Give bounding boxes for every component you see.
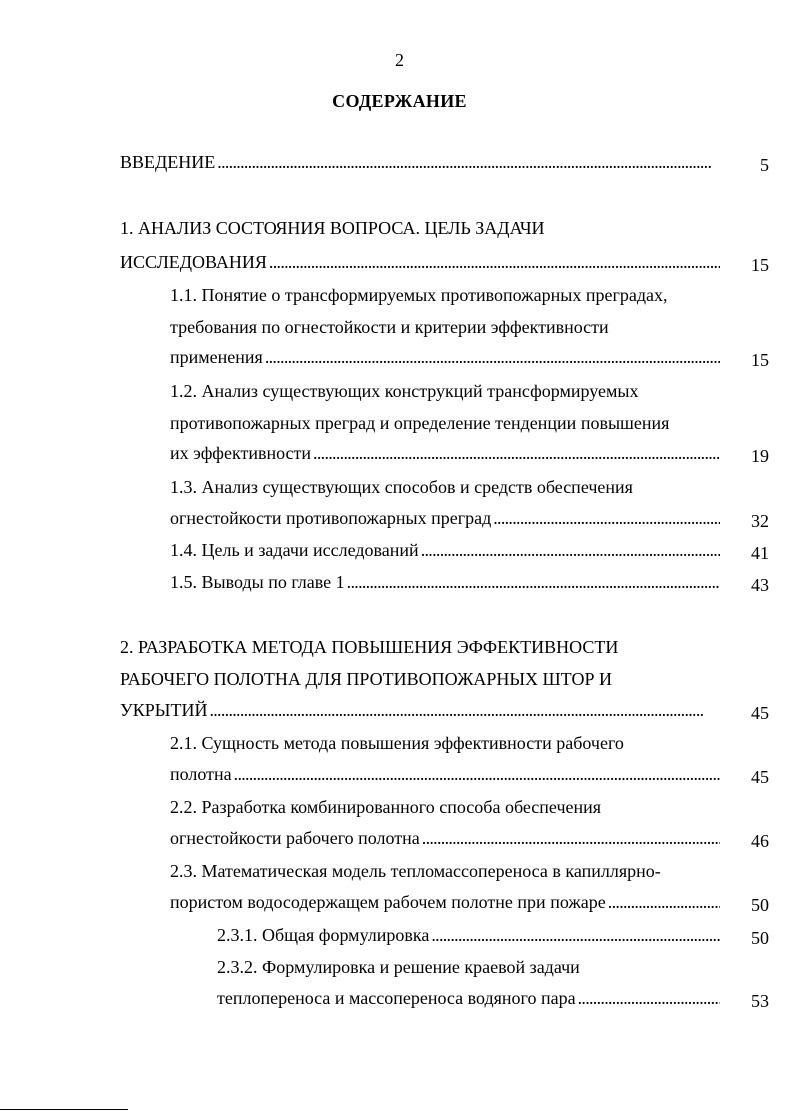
toc-page-1-2: 19: [751, 446, 769, 466]
toc-title: СОДЕРЖАНИЕ: [332, 91, 467, 111]
section-1-1-line2: требования по огнестойкости и критерии эффективности: [170, 317, 609, 337]
toc-entry-label: их эффективности: [170, 443, 312, 463]
toc-page-2-1: 45: [751, 767, 769, 787]
dot-leader: [265, 347, 720, 368]
toc-entry-2-3[interactable]: [170, 892, 720, 918]
dot-leader: [347, 572, 720, 593]
toc-entry-2-2[interactable]: [170, 828, 720, 854]
section-2-3-2-line1: 2.3.2. Формулировка и решение краевой задачи: [217, 957, 580, 977]
dot-leader: [493, 508, 720, 529]
dot-leader: [209, 700, 720, 721]
toc-entry-label: УКРЫТИЙ: [120, 700, 208, 720]
toc-page-1-4: 41: [751, 543, 769, 563]
toc-entry-chapter-1[interactable]: [120, 252, 720, 278]
page-number: 2: [395, 50, 404, 70]
toc-entry-1-4[interactable]: [170, 540, 720, 566]
dot-leader: [234, 764, 720, 785]
toc-page-2-3: 50: [751, 895, 769, 915]
dot-leader: [421, 540, 720, 561]
toc-entry-2-3-1[interactable]: [217, 925, 720, 951]
toc-entry-1-2[interactable]: [170, 443, 720, 469]
section-1-2-line2: противопожарных преград и определение тенденции повышения: [170, 413, 670, 433]
toc-page-1-3: 32: [751, 511, 769, 531]
dot-leader: [217, 152, 720, 173]
toc-entry-1-5[interactable]: [170, 572, 720, 598]
dot-leader: [313, 443, 720, 464]
dot-leader: [431, 925, 720, 946]
toc-page-2-2: 46: [751, 831, 769, 851]
chapter-1-title-line1: 1. АНАЛИЗ СОСТОЯНИЯ ВОПРОСА. ЦЕЛЬ ЗАДАЧИ: [120, 218, 545, 238]
toc-entry-1-1[interactable]: [170, 347, 720, 373]
toc-entry-2-1[interactable]: [170, 764, 720, 790]
toc-entry-label: огнестойкости рабочего полотна: [170, 828, 420, 848]
dot-leader: [422, 828, 720, 849]
chapter-2-title-line1: 2. РАЗРАБОТКА МЕТОДА ПОВЫШЕНИЯ ЭФФЕКТИВНОСТИ: [120, 637, 619, 657]
footnote-rule: [0, 1109, 128, 1110]
toc-entry-label: огнестойкости противопожарных преград: [170, 508, 492, 528]
toc-entry-label: 1.5. Выводы по главе 1: [170, 572, 345, 592]
dot-leader: [269, 252, 720, 273]
dot-leader: [578, 988, 720, 1009]
toc-page-chapter-1: 15: [751, 255, 769, 275]
toc-entry-label: полотна: [170, 764, 232, 784]
chapter-2-title-line2: РАБОЧЕГО ПОЛОТНА ДЛЯ ПРОТИВОПОЖАРНЫХ ШТОР И: [120, 669, 612, 689]
toc-entry-label: 2.3.1. Общая формулировка: [217, 925, 430, 945]
section-1-1-line1: 1.1. Понятие о трансформируемых противопожарных преградах,: [170, 285, 668, 305]
toc-entry-chapter-2[interactable]: [120, 700, 720, 726]
toc-entry-intro[interactable]: [120, 152, 720, 178]
section-2-2-line1: 2.2. Разработка комбинированного способа обеспечения: [170, 797, 602, 817]
toc-entry-label: 1.4. Цель и задачи исследований: [170, 540, 419, 560]
toc-entry-label: пористом водосодержащем рабочем полотне при пожаре: [170, 892, 606, 912]
toc-page-2-3-1: 50: [751, 928, 769, 948]
dot-leader: [608, 892, 720, 913]
section-2-1-line1: 2.1. Сущность метода повышения эффективности рабочего: [170, 733, 624, 753]
toc-page-2-3-2: 53: [751, 991, 769, 1011]
toc-entry-label: ИССЛЕДОВАНИЯ: [120, 252, 267, 272]
toc-entry-label: теплопереноса и массопереноса водяного пара: [217, 988, 576, 1008]
toc-entry-2-3-2[interactable]: [217, 988, 720, 1014]
toc-page-1-5: 43: [751, 575, 769, 595]
toc-entry-label: применения: [170, 347, 263, 367]
toc-page-chapter-2: 45: [751, 703, 769, 723]
section-1-2-line1: 1.2. Анализ существующих конструкций трансформируемых: [170, 381, 639, 401]
toc-page-intro: 5: [760, 155, 769, 175]
toc-entry-label: ВВЕДЕНИЕ: [120, 152, 216, 172]
toc-entry-1-3[interactable]: [170, 508, 720, 534]
section-1-3-line1: 1.3. Анализ существующих способов и средств обеспечения: [170, 477, 633, 497]
toc-page-1-1: 15: [751, 350, 769, 370]
section-2-3-line1: 2.3. Математическая модель тепломассопереноса в капиллярно-: [170, 861, 661, 881]
